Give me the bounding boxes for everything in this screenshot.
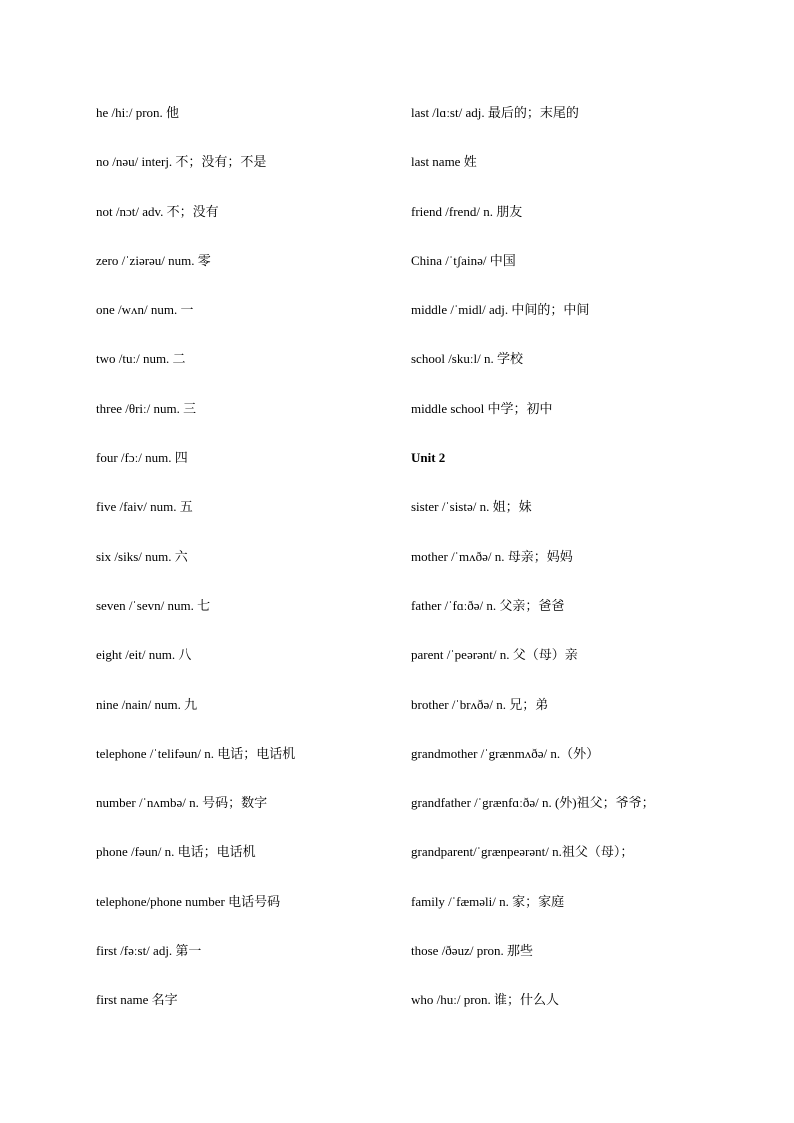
vocab-entry: not /nɔt/ adv. 不；没有 [96,203,219,219]
vocab-entry: middle /ˈmidl/ adj. 中间的；中间 [411,302,590,318]
vocab-entry: friend /frend/ n. 朋友 [411,203,523,219]
vocab-entry: six /siks/ num. 六 [96,548,188,564]
vocab-entry: no /nəu/ interj. 不；没有；不是 [96,154,267,170]
vocab-entry: five /faiv/ num. 五 [96,499,193,515]
vocab-entry: grandmother /ˈgrænmʌðə/ n.（外） [411,745,600,761]
vocab-entry: zero /ˈziərəu/ num. 零 [96,252,211,268]
vocab-entry: mother /ˈmʌðə/ n. 母亲；妈妈 [411,548,573,564]
vocab-entry: grandparent/ˈgrænpeərənt/ n.祖父（母）； [411,844,634,860]
vocabulary-column-left [96,102,426,1039]
vocab-entry: telephone /ˈtelifəun/ n. 电话；电话机 [96,745,296,761]
vocab-entry: brother /ˈbrʌðə/ n. 兄；弟 [411,696,549,712]
vocab-entry: nine /nain/ num. 九 [96,696,198,712]
vocab-entry: family /ˈfæməli/ n. 家；家庭 [411,893,565,909]
vocab-entry: one /wʌn/ num. 一 [96,302,194,318]
vocab-entry: parent /ˈpeərənt/ n. 父（母）亲 [411,647,578,663]
vocab-entry: first name 名字 [96,992,178,1008]
vocab-entry: grandfather /ˈgrænfɑːðə/ n. (外)祖父；爷爷； [411,795,655,811]
vocab-entry: two /tuː/ num. 二 [96,351,186,367]
vocab-entry: eight /eit/ num. 八 [96,647,192,663]
vocab-entry: telephone/phone number 电话号码 [96,893,281,909]
vocab-entry: first /fəːst/ adj. 第一 [96,943,202,959]
vocab-entry: those /ðəuz/ pron. 那些 [411,943,534,959]
vocab-entry: number /ˈnʌmbə/ n. 号码；数字 [96,795,268,811]
vocab-entry: father /ˈfɑːðə/ n. 父亲；爸爸 [411,597,565,613]
vocab-entry: three /θriː/ num. 三 [96,400,197,416]
vocab-entry: sister /ˈsistə/ n. 姐；妹 [411,499,532,515]
vocab-entry: who /huː/ pron. 谁；什么人 [411,992,560,1008]
vocab-entry: seven /ˈsevn/ num. 七 [96,597,211,613]
vocab-entry: he /hiː/ pron. 他 [96,105,180,120]
vocab-entry: middle school 中学；初中 [411,400,553,416]
vocab-entry: last /lɑːst/ adj. 最后的；末尾的 [411,105,579,120]
vocab-entry: China /ˈtʃainə/ 中国 [411,252,516,268]
vocabulary-column-right [411,102,741,1039]
vocab-entry: four /fɔː/ num. 四 [96,450,188,466]
vocab-entry: phone /fəun/ n. 电话；电话机 [96,844,256,860]
vocab-entry: last name 姓 [411,154,477,170]
unit-heading: Unit 2 [411,450,446,466]
vocab-entry: school /skuːl/ n. 学校 [411,351,523,367]
